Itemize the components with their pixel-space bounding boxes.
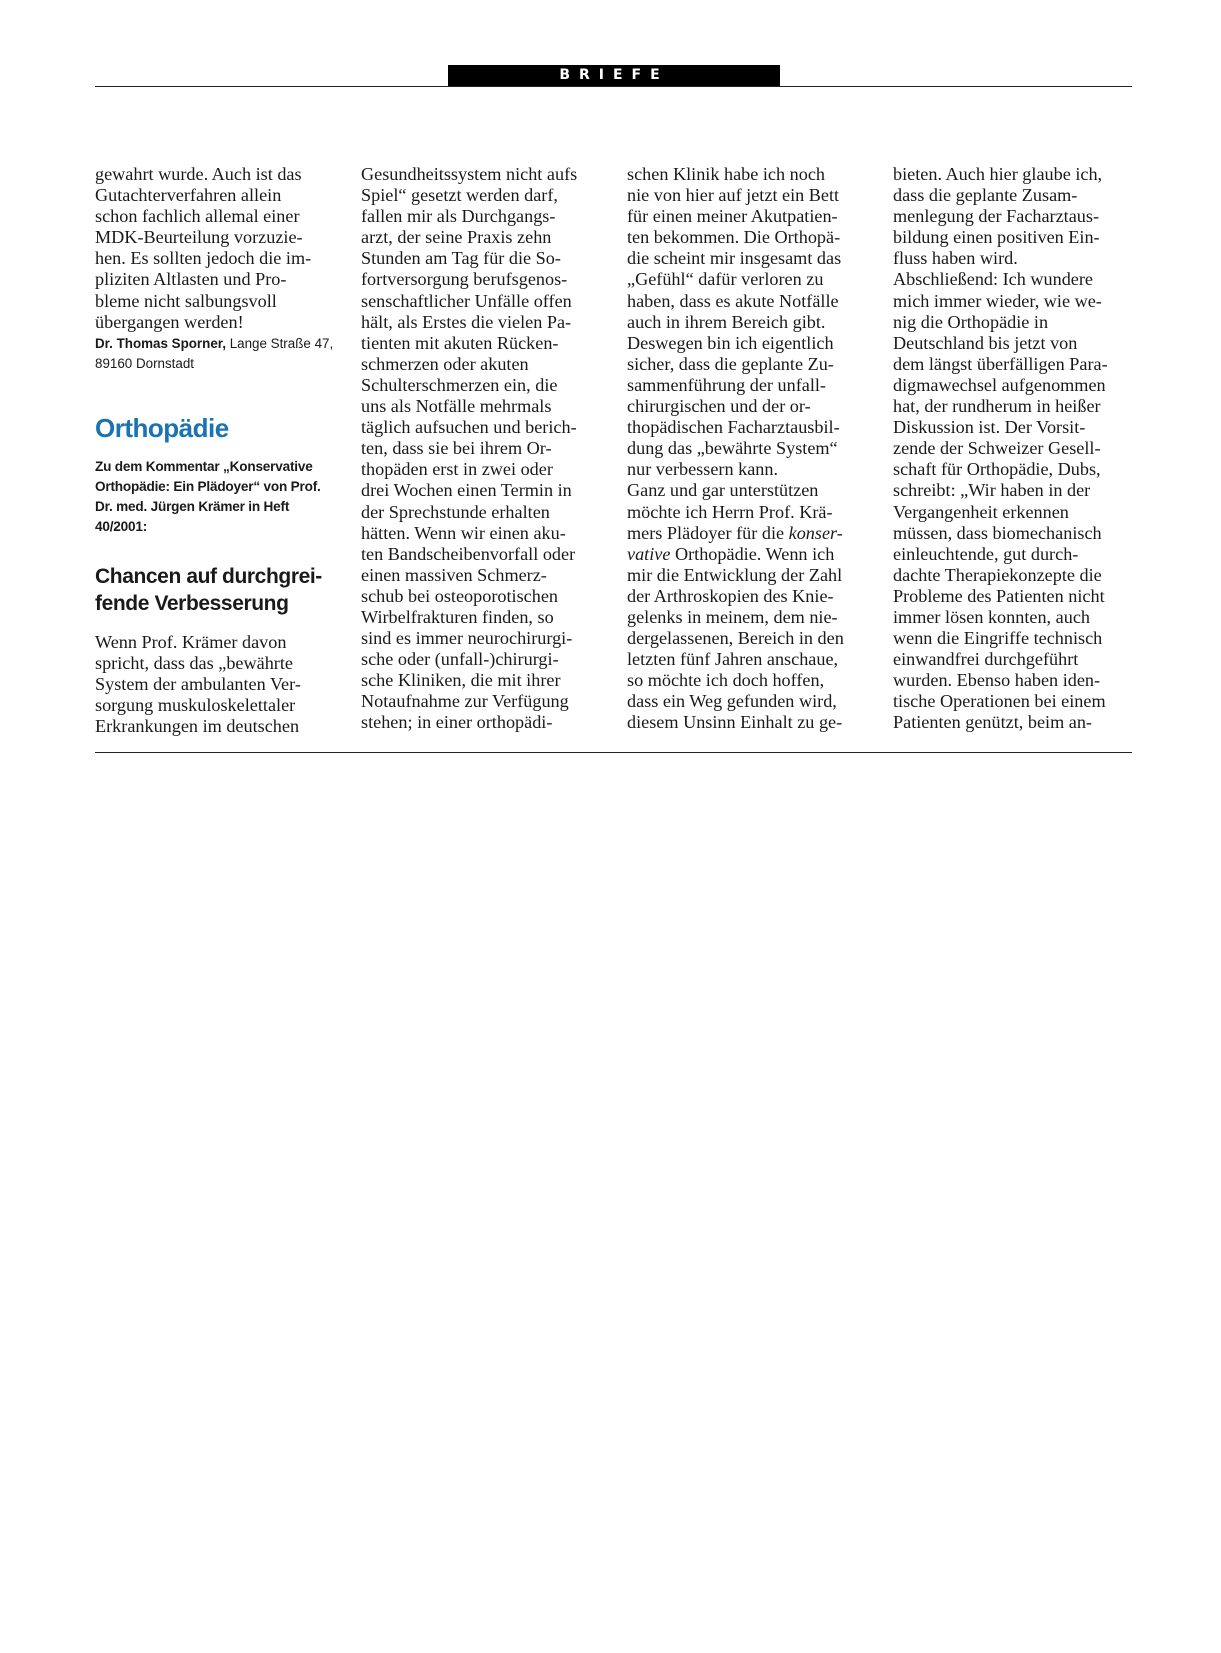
text-line: spricht, dass das „bewährte [95,652,293,673]
text-fragment: mers Plädoyer für die [627,522,789,543]
text-line: hält, als Erstes die vielen Pa- [361,311,572,332]
text-line: Vergangenheit erkennen [893,501,1069,522]
text-line: Erkrankungen im deutschen [95,716,300,737]
text-line: mir die Entwicklung der Zahl [627,564,843,585]
text-line: uns als Notfälle mehrmals [361,396,552,417]
text-line: sicher, dass die geplante Zu- [627,353,834,374]
text-line: „Gefühl“ dafür verloren zu [627,269,824,290]
text-line: bieten. Auch hier glaube ich, [893,164,1103,184]
text-line: Gesundheitssystem nicht aufs [361,164,578,184]
text-line: übergangen werden! [95,311,244,332]
text-line: Deswegen bin ich eigentlich [627,332,834,353]
text-line: sorgung muskuloskelettaler [95,695,296,716]
text-line: dass ein Weg gefunden wird, [627,691,837,712]
text-line: nig die Orthopädie in [893,311,1049,332]
text-line: fallen mir als Durchgangs- [361,206,556,227]
text-line: die scheint mir insgesamt das [627,248,842,269]
text-line: MDK-Beurteilung vorzuzie- [95,227,303,248]
text-line: nur verbessern kann. [627,459,779,480]
text-line: pliziten Altlasten und Pro- [95,269,287,290]
text-line: so möchte ich doch hoffen, [627,670,825,691]
text-line: dung das „bewährte System“ [627,438,838,459]
text-line: fortversorgung berufsgenos- [361,269,568,290]
text-line: hen. Es sollten jedoch die im- [95,248,312,269]
text-line: Gutachterverfahren allein [95,185,282,206]
text-line: sche oder (unfall-)chirurgi- [361,649,559,670]
text-line: gelenks in meinem, dem nie- [627,606,838,627]
letter-signature [95,334,340,374]
text-line: sind es immer neurochirurgi- [361,628,573,649]
text-line: auch in ihrem Bereich gibt. [627,311,826,332]
section-header: BRIEFE [448,65,780,86]
intro-line: 40/2001: [95,518,148,534]
text-line: hat, der rundherum in heißer [893,396,1101,417]
text-line: fluss haben wird. [893,248,1018,269]
text-line: Schulterschmerzen ein, die [361,374,558,395]
text-line: sche Kliniken, die mit ihrer [361,670,561,691]
italic-text: konser- [788,522,843,543]
text-line: senschaftlicher Unfälle offen [361,290,572,311]
text-line: zende der Schweizer Gesell- [893,438,1101,459]
intro-line: Dr. med. Jürgen Krämer in Heft [95,498,290,514]
text-line: Deutschland bis jetzt von [893,332,1078,353]
text-line: stehen; in einer orthopädi- [361,712,553,733]
column-4 [893,164,1138,734]
text-line: schmerzen oder akuten [361,353,529,374]
comment-reference [95,457,340,537]
text-line: diesem Unsinn Einhalt zu ge- [627,712,843,733]
text-line: ten bekommen. Die Orthopä- [627,227,841,248]
text-line: dem längst überfälligen Para- [893,353,1108,374]
signature-address-street: Lange Straße 47, [229,335,334,351]
bottom-rule [95,752,1132,753]
text-line: schen Klinik habe ich noch [627,164,825,184]
italic-text: vative [627,543,671,564]
text-line: Wirbelfrakturen finden, so [361,606,554,627]
text-line: schaft für Orthopädie, Dubs, [893,459,1101,480]
column-1 [95,164,340,737]
text-line: schub bei osteoporotischen [361,585,558,606]
text-line: digmawechsel aufgenommen [893,374,1106,395]
section-title: Orthopädie [95,412,229,443]
intro-line: Orthopädie: Ein Plädoyer“ von Prof. [95,478,321,494]
text-line: einen massiven Schmerz- [361,564,547,585]
text-line: Diskussion ist. Der Vorsit- [893,417,1086,438]
headline-line: fende Verbesserung [95,591,289,615]
text-line: wenn die Eingriffe technisch [893,628,1103,649]
text-line: dachte Therapiekonzepte die [893,564,1102,585]
text-line: haben, dass es akute Notfälle [627,290,839,311]
text-line: schon fachlich allemal einer [95,206,300,227]
text-line: Stunden am Tag für die So- [361,248,561,269]
text-line: wurden. Ebenso haben iden- [893,670,1101,691]
text-line: Spiel“ gesetzt werden darf, [361,185,558,206]
text-line: schreibt: „Wir haben in der [893,480,1091,501]
text-line: Wenn Prof. Krämer davon [95,631,287,652]
text-line [627,544,872,565]
text-line: der Arthroskopien des Knie- [627,585,834,606]
column-3 [627,164,872,734]
text-line: dergelassenen, Bereich in den [627,628,844,649]
text-line: müssen, dass biomechanisch [893,522,1102,543]
text-line: gewahrt wurde. Auch ist das [95,164,302,184]
headline-line: Chancen auf durchgrei- [95,564,322,588]
signature-name: Dr. Thomas Sporner, [95,335,226,351]
text-line [627,523,872,544]
text-line: für einen meiner Akutpatien- [627,206,838,227]
text-line: Abschließend: Ich wundere [893,269,1093,290]
text-line: dass die geplante Zusam- [893,185,1078,206]
text-line: bleme nicht salbungsvoll [95,290,277,311]
text-line: ten Bandscheibenvorfall oder [361,543,576,564]
letter-headline [95,563,340,617]
text-line: Notaufnahme zur Verfügung [361,691,569,712]
top-rule [95,86,1132,87]
text-line: arzt, der seine Praxis zehn [361,227,552,248]
text-line: chirurgischen und der or- [627,396,811,417]
column-2 [361,164,606,734]
text-line: System der ambulanten Ver- [95,673,301,694]
text-line: menlegung der Facharztaus- [893,206,1100,227]
text-line: thopäden erst in zwei oder [361,459,553,480]
text-line: mich immer wieder, wie we- [893,290,1102,311]
text-line: täglich aufsuchen und berich- [361,417,577,438]
col1-text-b [95,632,340,737]
text-line: tische Operationen bei einem [893,691,1106,712]
text-line: bildung einen positiven Ein- [893,227,1100,248]
text-line: Probleme des Patienten nicht [893,585,1105,606]
text-line: immer lösen konnten, auch [893,606,1090,627]
text-line: einleuchtende, gut durch- [893,543,1079,564]
text-line: möchte ich Herrn Prof. Krä- [627,501,833,522]
text-line: tienten mit akuten Rücken- [361,332,559,353]
text-line: drei Wochen einen Termin in [361,480,572,501]
text-fragment: Orthopädie. Wenn ich [670,543,835,564]
text-line: sammenführung der unfall- [627,374,826,395]
text-line: letzten fünf Jahren anschaue, [627,649,839,670]
text-line: ten, dass sie bei ihrem Or- [361,438,552,459]
intro-line: Zu dem Kommentar „Konservative [95,458,313,474]
col1-text-a [95,164,340,333]
text-line: hätten. Wenn wir einen aku- [361,522,566,543]
text-line: Patienten genützt, beim an- [893,712,1092,733]
text-line: der Sprechstunde erhalten [361,501,550,522]
signature-address-city: 89160 Dornstadt [95,355,195,371]
text-line: Ganz und gar unterstützen [627,480,819,501]
text-line: einwandfrei durchgeführt [893,649,1079,670]
text-line: nie von hier auf jetzt ein Bett [627,185,840,206]
text-line: thopädischen Facharztausbil- [627,417,840,438]
